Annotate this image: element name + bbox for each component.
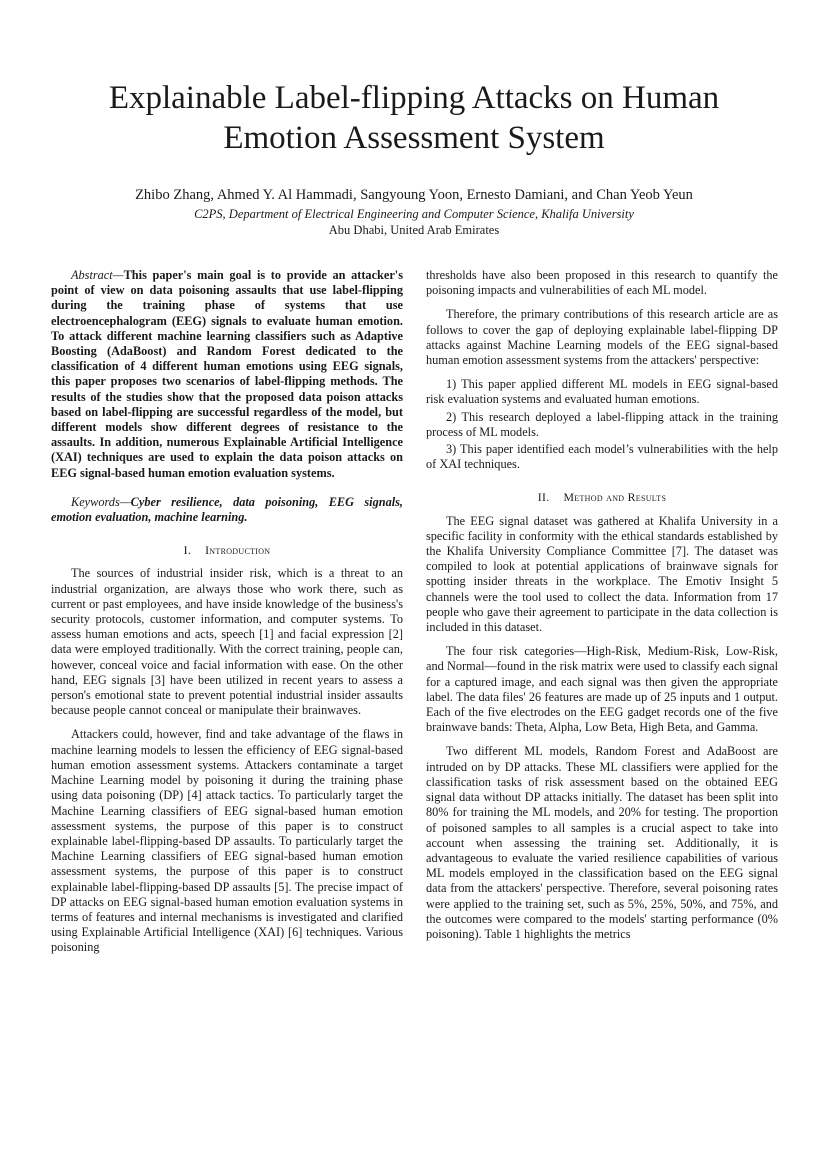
paper-title: Explainable Label-flipping Attacks on Human Emotion Assessment System bbox=[108, 80, 720, 156]
paragraph: The EEG signal dataset was gathered at Khalifa University in a specific facility in conformity with the ethical standards established by the Khalifa University Compliance Committee [7]. The dataset was compiled to look at potential applications of brainwave signals for spotting insider threats in the workplace. The Emotiv Insight 5 channels were the tool used to collect the data. Information from 17 people who gave their agreement to participate in the data collection is included in this dataset. bbox=[426, 513, 778, 635]
right-column bbox=[426, 268, 778, 951]
author-list: Zhibo Zhang, Ahmed Y. Al Hammadi, Sangyoung Yoon, Ernesto Damiani, and Chan Yeob Yeun bbox=[135, 187, 693, 203]
contribution-item: 1) This paper applied different ML models in EEG signal-based risk evaluation systems and evaluated human emotions. bbox=[426, 377, 778, 407]
paragraph: thresholds have also been proposed in this research to quantify the poisoning impacts and vulnerabilities of each ML model. bbox=[426, 268, 778, 298]
abstract bbox=[51, 268, 403, 481]
section-number: I. bbox=[183, 543, 192, 558]
paragraph: The sources of industrial insider risk, which is a threat to an industrial organization, are always those who work there, such as current or past employees, and have inside knowledge of the business's security protocols, customer information, and computer systems. To assess human emotions and acts, speech [1] and facial expression [2] data were employed traditionally. With the correct training, people can, however, conceal voice and facial information with ease. On the other hand, EEG signals [3] have been utilized in recent years to assess a person's emotional state to prevent potential industrial insider assaults because people cannot conceal or manipulate their brainwaves. bbox=[51, 566, 403, 718]
paragraph: Attackers could, however, find and take advantage of the flaws in machine learning models to lessen the efficiency of EEG signal-based human emotion assessment systems. Attackers contaminate a target Machine Learning model by poisoning it during the training phase using data poisoning (DP) [4] attack tactics. To particularly target the Machine Learning classifiers of EEG signal-based human emotion assessment systems, the purpose of this paper is to construct explainable label-flipping-based DP assaults. To particularly target the Machine Learning classifiers of EEG signal-based human emotion assessment systems, the purpose of this paper is to construct explainable label-flipping-based DP assaults [5]. The precise impact of DP attacks on EEG signal-based human emotion evaluation systems in terms of features and internal mechanisms is investigated and clarified using Explainable Artificial Intelligence (XAI) [6] techniques. Various poisoning bbox=[51, 727, 403, 955]
paragraph: Therefore, the primary contributions of this research article are as follows to cover the gap of deploying explainable label-flipping DP attacks against Machine Learning models of the EEG signal-based human emotion assessment systems from the attackers' perspective: bbox=[426, 307, 778, 368]
affiliation: C2PS, Department of Electrical Engineering and Computer Science, Khalifa University bbox=[194, 207, 634, 221]
contribution-item: 2) This research deployed a label-flipping attack in the training process of ML models. bbox=[426, 409, 778, 439]
section-number: II. bbox=[537, 490, 550, 505]
keywords-text: Cyber resilience, data poisoning, EEG signals, emotion evaluation, machine learning. bbox=[51, 494, 403, 525]
left-column bbox=[51, 268, 403, 965]
abstract-text: This paper's main goal is to provide an attacker's point of view on data poisoning assaults that use label-flipping during the training phase of systems that use electroencephalogram (EEG) signals to evaluate human emotion. To attack different machine learning classifiers such as Adaptive Boosting (AdaBoost) and Random Forest dedicated to the classification of 4 different human emotions using EEG signals, this paper proposes two scenarios of label-flipping methods. The results of the studies show that the proposed data poison attacks based on label-flipping are successful regardless of the model, but different models show different degrees of resistance to the assaults. In addition, numerous Explainable Artificial Intelligence (XAI) techniques are used to explain the data poison attacks on EEG signal-based human emotion evaluation systems. bbox=[51, 268, 403, 480]
keywords-lead: Keywords— bbox=[71, 494, 131, 509]
keywords bbox=[51, 495, 403, 525]
contribution-item: 3) This paper identified each model’s vulnerabilities with the help of XAI techniques. bbox=[426, 442, 778, 472]
section-title: Introduction bbox=[205, 543, 271, 558]
abstract-lead: Abstract— bbox=[71, 268, 124, 282]
location: Abu Dhabi, United Arab Emirates bbox=[328, 223, 500, 237]
paragraph: Two different ML models, Random Forest and AdaBoost are intruded on by DP attacks. These ML classifiers were applied for the classification tasks of risk assessment based on the obtained EEG signal data without DP attacks initially. The dataset has been split into 80% for training the ML models, and 20% for testing. The proportion of poisoned samples to all samples is a crucial aspect to take into account when assessing the training set. Additionally, it is advantageous to evaluate the varied resilience capabilities of various ML models employed in the classification based on the EEG signal data from the attackers' perspective. Therefore, several poisoning rates were applied to the training set, such as 5%, 25%, 50%, and 75%, and the outcomes were compared to the models' starting performance (0% poisoning). Table 1 highlights the metrics bbox=[426, 744, 778, 941]
section-heading-introduction bbox=[51, 543, 403, 558]
section-title: Method and Results bbox=[563, 490, 667, 505]
paragraph: The four risk categories—High-Risk, Medium-Risk, Low-Risk, and Normal—found in the risk matrix were used to classify each signal for a captured image, and each signal was then given the appropriate label. The data files' 26 features are made up of 25 inputs and 1 output. Each of the five electrodes on the EEG gadget records one of the five brainwave bands: Theta, Alpha, Low Beta, High Beta, and Gamma. bbox=[426, 644, 778, 735]
section-heading-method bbox=[426, 490, 778, 505]
